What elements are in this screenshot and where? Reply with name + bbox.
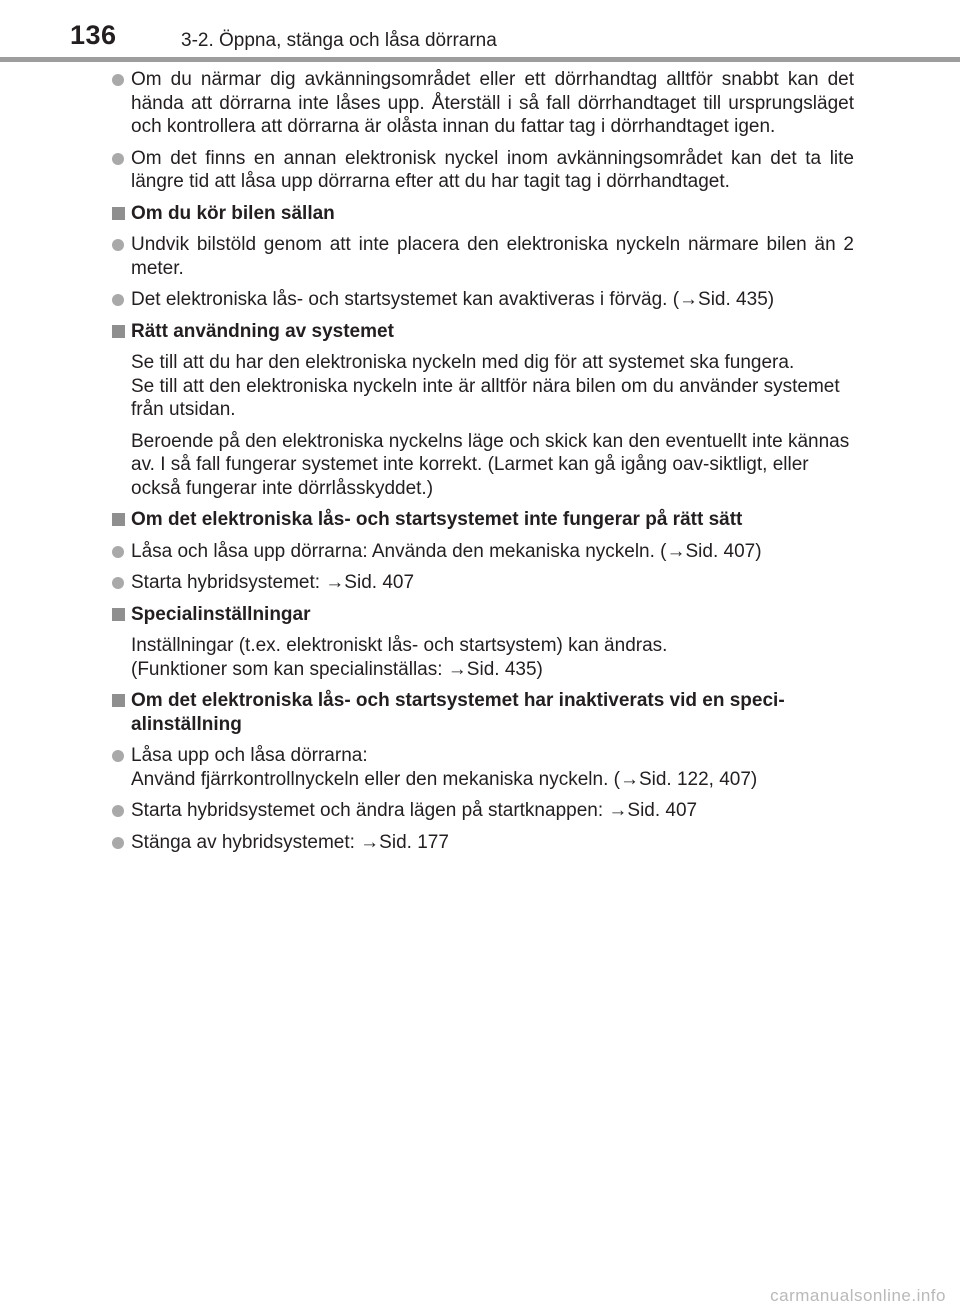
bullet-item xyxy=(110,744,854,791)
bullet-item xyxy=(110,540,854,564)
bullet-dot-icon xyxy=(112,546,124,558)
heading-text: Rätt användning av systemet xyxy=(131,320,394,342)
bullet-dot-icon xyxy=(112,294,124,306)
bullet-item xyxy=(110,147,854,194)
chapter-title: 3-2. Öppna, stänga och låsa dörrarna xyxy=(181,30,497,51)
bullet-text: Det elektroniska lås- och startsystemet kan avaktiveras i förväg. (→Sid. 435) xyxy=(131,289,775,310)
paragraph-line: Beroende på den elektroniska nyckelns läge och skick kan den eventuellt inte kännas av. I så fall fungerar systemet inte korrekt. (Larmet kan gå igång oav-siktligt, eller också fungerar inte dörrlåsskyddet.) xyxy=(131,430,850,499)
paragraph xyxy=(110,351,854,422)
bullet-line: Låsa upp och låsa dörrarna: xyxy=(131,745,368,766)
section-heading xyxy=(110,689,854,736)
bullet-dot-icon xyxy=(112,239,124,251)
paragraph-line: Se till att den elektroniska nyckeln inte är alltför nära bilen om du använder systemet från utsidan. xyxy=(131,375,840,420)
page-content xyxy=(110,68,854,862)
bullet-item xyxy=(110,571,854,595)
bullet-dot-icon xyxy=(112,74,124,86)
heading-text: Om du kör bilen sällan xyxy=(131,202,335,224)
section-heading xyxy=(110,508,854,532)
bullet-text: Om du närmar dig avkänningsområdet eller ett dörrhandtag alltför snabbt kan det hända att dörrarna inte låses upp. Återställ i så fall dörrhandtaget till ursprungsläget och kontrollera att dörrarna är olåsta innan du fattar tag i dörrhandtaget igen. xyxy=(131,69,854,137)
bullet-dot-icon xyxy=(112,577,124,589)
bullet-text: Starta hybridsystemet och ändra lägen på startknappen: →Sid. 407 xyxy=(131,800,698,821)
bullet-item xyxy=(110,233,854,280)
section-heading xyxy=(110,320,854,344)
heading-text: Om det elektroniska lås- och startsystemet inte fungerar på rätt sätt xyxy=(131,509,743,530)
bullet-item xyxy=(110,288,854,312)
bullet-dot-icon xyxy=(112,805,124,817)
watermark-text: carmanualsonline.info xyxy=(770,1286,946,1305)
page-header xyxy=(0,0,960,62)
paragraph-line: (Funktioner som kan specialinställas: →Sid. 435) xyxy=(131,658,543,680)
bullet-dot-icon xyxy=(112,750,124,762)
heading-square-icon xyxy=(112,694,125,707)
bullet-text: Låsa och låsa upp dörrarna: Använda den mekaniska nyckeln. (→Sid. 407) xyxy=(131,540,762,562)
heading-square-icon xyxy=(112,207,125,220)
page-number: 136 xyxy=(70,20,117,50)
heading-square-icon xyxy=(112,513,125,526)
heading-square-icon xyxy=(112,608,125,621)
bullet-text: Starta hybridsystemet: →Sid. 407 xyxy=(131,572,415,593)
bullet-item xyxy=(110,799,854,823)
heading-square-icon xyxy=(112,325,125,338)
header-divider xyxy=(0,57,960,62)
section-heading xyxy=(110,603,854,627)
bullet-line: Använd fjärrkontrollnyckeln eller den mekaniska nyckeln. (→Sid. 122, 407) xyxy=(131,768,758,790)
heading-text: Specialinställningar xyxy=(131,603,311,625)
bullet-text: Om det finns en annan elektronisk nyckel inom avkänningsområdet kan det ta lite längre tid att låsa upp dörrarna efter att du har tagit tag i dörrhandtaget. xyxy=(131,147,854,192)
bullet-item xyxy=(110,831,854,855)
bullet-text: Stänga av hybridsystemet: →Sid. 177 xyxy=(131,831,449,853)
paragraph-line: Se till att du har den elektroniska nyckeln med dig för att systemet ska fungera. xyxy=(131,352,795,373)
bullet-text: Undvik bilstöld genom att inte placera den elektroniska nyckeln närmare bilen än 2 meter. xyxy=(131,234,854,279)
bullet-dot-icon xyxy=(112,837,124,849)
section-heading xyxy=(110,202,854,226)
paragraph-line: Inställningar (t.ex. elektroniskt lås- och startsystem) kan ändras. xyxy=(131,635,668,656)
paragraph xyxy=(110,634,854,681)
heading-text: Om det elektroniska lås- och startsystemet har inaktiverats vid en speci-alinställning xyxy=(131,690,785,735)
paragraph xyxy=(110,430,854,501)
bullet-dot-icon xyxy=(112,153,124,165)
bullet-item xyxy=(110,68,854,139)
